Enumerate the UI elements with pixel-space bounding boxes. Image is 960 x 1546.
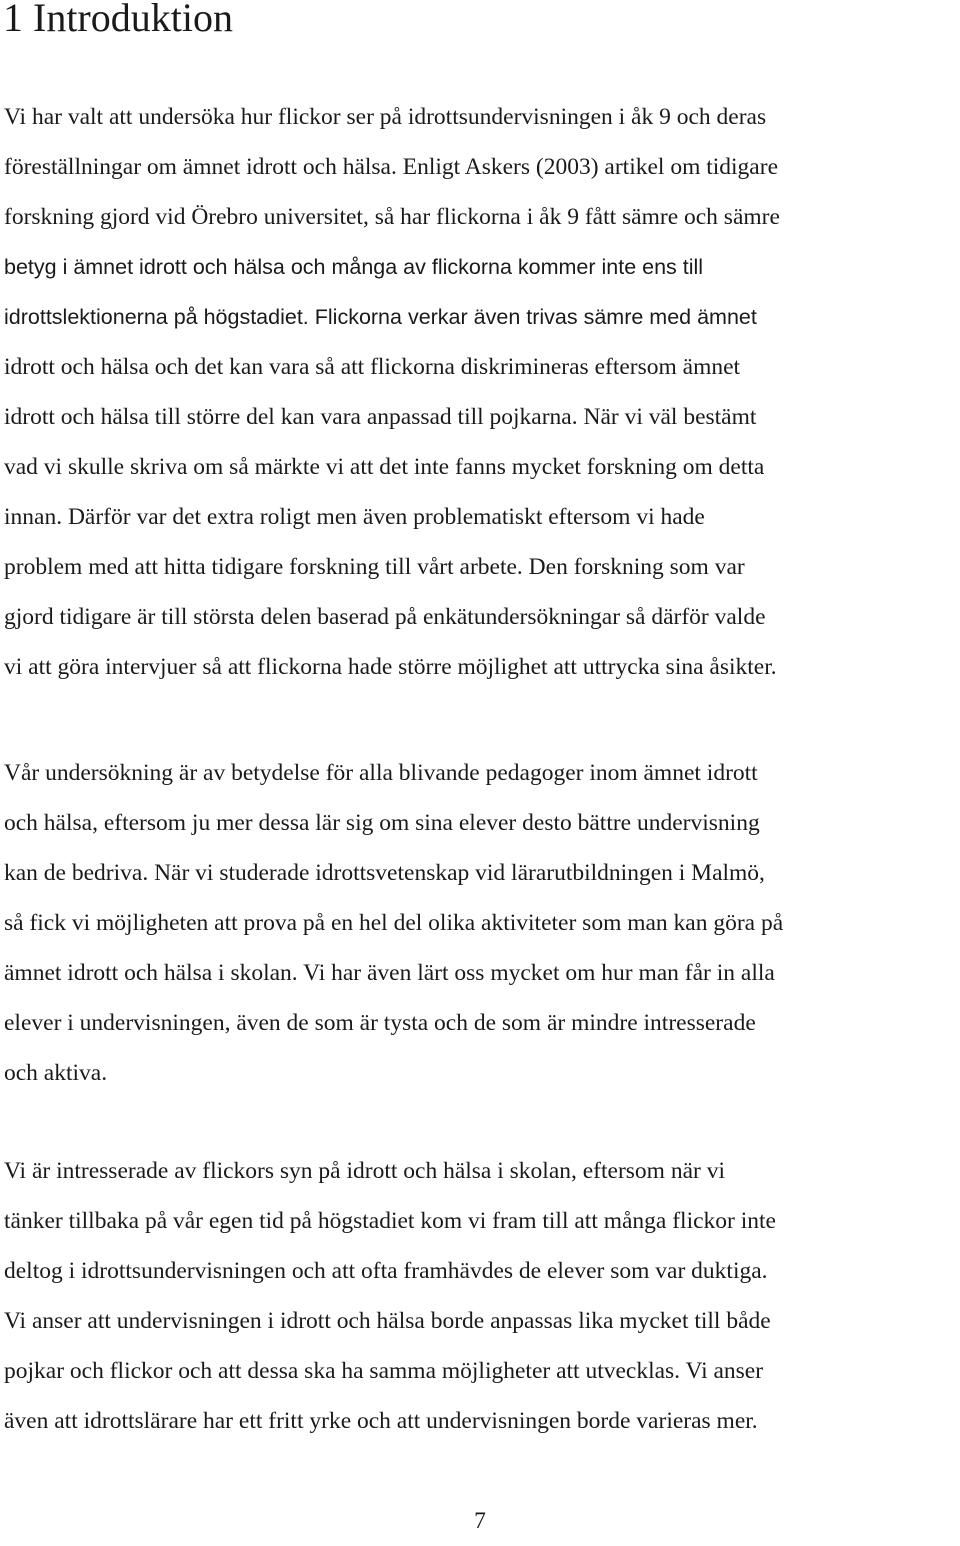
text-line: Vi har valt att undersöka hur flickor ser på idrottsundervisningen i åk 9 och deras xyxy=(4,104,767,130)
text-line: föreställningar om ämnet idrott och hälsa. Enligt Askers (2003) artikel om tidigare xyxy=(4,154,778,180)
text-line: vad vi skulle skriva om så märkte vi att det inte fanns mycket forskning om detta xyxy=(4,454,765,480)
paragraph-3 xyxy=(4,1146,776,1446)
paragraph-1 xyxy=(4,92,780,692)
text-line: Vår undersökning är av betydelse för alla blivande pedagoger inom ämnet idrott xyxy=(4,760,758,786)
text-line: kan de bedriva. När vi studerade idrottsvetenskap vid lärarutbildningen i Malmö, xyxy=(4,860,765,886)
text-line: betyg i ämnet idrott och hälsa och många av flickorna kommer inte ens till xyxy=(4,255,704,279)
text-line: ämnet idrott och hälsa i skolan. Vi har även lärt oss mycket om hur man får in alla xyxy=(4,960,775,986)
text-line: Vi anser att undervisningen i idrott och hälsa borde anpassas lika mycket till både xyxy=(4,1308,771,1334)
text-line: deltog i idrottsundervisningen och att ofta framhävdes de elever som var duktiga. xyxy=(4,1258,768,1284)
text-line: även att idrottslärare har ett fritt yrke och att undervisningen borde varieras mer. xyxy=(4,1408,758,1434)
text-line: pojkar och flickor och att dessa ska ha samma möjligheter att utvecklas. Vi anser xyxy=(4,1358,764,1384)
text-line: elever i undervisningen, även de som är tysta och de som är mindre intresserade xyxy=(4,1010,756,1036)
text-line: vi att göra intervjuer så att flickorna hade större möjlighet att uttrycka sina åsikter. xyxy=(4,654,777,680)
text-line: så fick vi möjligheten att prova på en hel del olika aktiviteter som man kan göra på xyxy=(4,910,784,936)
text-line: idrott och hälsa till större del kan vara anpassad till pojkarna. När vi väl bestämt xyxy=(4,404,757,430)
text-line: tänker tillbaka på vår egen tid på högstadiet kom vi fram till att många flickor inte xyxy=(4,1208,776,1234)
text-line: gjord tidigare är till största delen baserad på enkätundersökningar så därför valde xyxy=(4,604,766,630)
text-line: och aktiva. xyxy=(4,1060,108,1086)
text-line: idrottslektionerna på högstadiet. Flickorna verkar även trivas sämre med ämnet xyxy=(4,305,757,329)
page-number: 7 xyxy=(474,1508,486,1534)
paragraph-2 xyxy=(4,748,783,1098)
text-line: Vi är intresserade av flickors syn på idrott och hälsa i skolan, eftersom när vi xyxy=(4,1158,725,1184)
text-line: problem med att hitta tidigare forskning till vårt arbete. Den forskning som var xyxy=(4,554,745,580)
text-line: innan. Därför var det extra roligt men även problematiskt eftersom vi hade xyxy=(4,504,705,530)
section-heading: 1 Introduktion xyxy=(3,0,233,40)
text-line: och hälsa, eftersom ju mer dessa lär sig om sina elever desto bättre undervisning xyxy=(4,810,760,836)
text-line: forskning gjord vid Örebro universitet, så har flickorna i åk 9 fått sämre och sämre xyxy=(4,204,780,230)
text-line: idrott och hälsa och det kan vara så att flickorna diskrimineras eftersom ämnet xyxy=(4,354,741,380)
